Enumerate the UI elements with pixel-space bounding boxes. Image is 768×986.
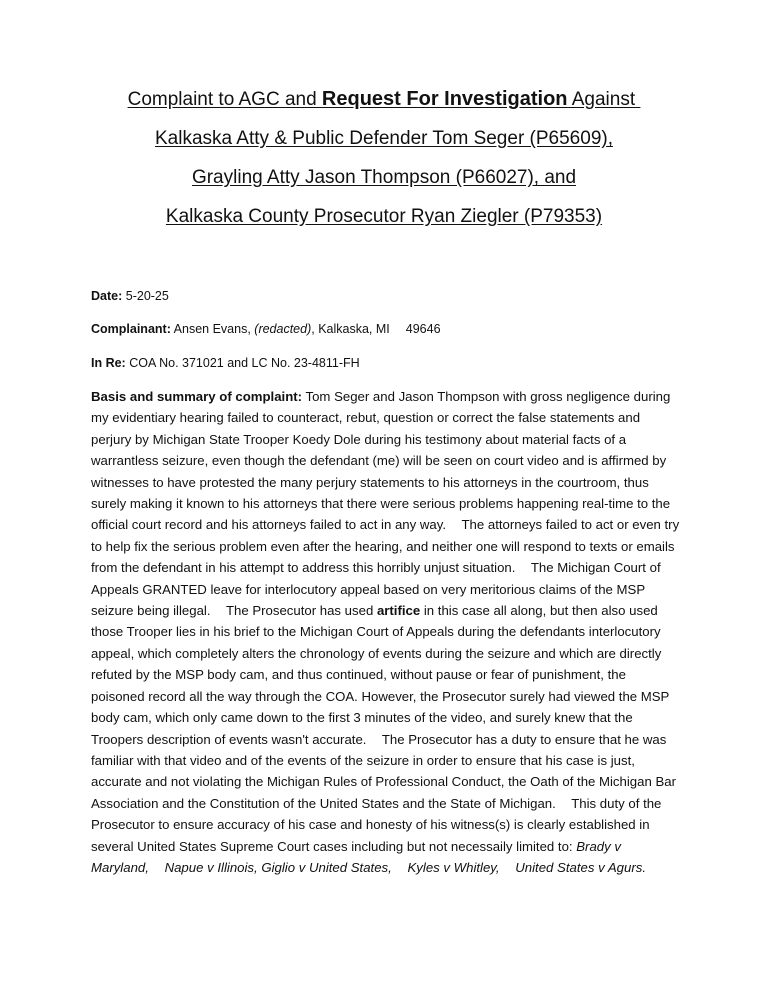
- in-re-value: COA No. 371021 and LC No. 23-4811-FH: [129, 356, 360, 370]
- in-re-field: [91, 354, 691, 372]
- complainant-zip: 49646: [405, 322, 441, 336]
- complainant-city: , Kalkaska, MI: [311, 322, 390, 336]
- body-part-2: The attorneys failed to act or even try to help fix the serious problem even after the hearing, and neither one will respond to texts or emails from the defendant in his attempt to address this horribly unjust situation.: [91, 517, 680, 576]
- in-re-label: In Re:: [91, 356, 126, 370]
- body-part-5: The Prosecutor has a duty to ensure that he was familiar with that video and of the events of the seizure in order to ensure that his case is just, accurate and not violating the Michigan Rules of Professional Conduct, the Oath of the Michigan Bar Association and the Constitution of the United States and the State of Michigan.: [91, 731, 676, 811]
- title-line-1-post: Against: [567, 89, 636, 110]
- title-line-3: [0, 165, 768, 191]
- body-part-4-pre: The Prosecutor has used: [225, 603, 377, 619]
- document-title: [0, 86, 768, 243]
- case-giglio: Giglio v United States,: [261, 859, 392, 875]
- case-napue: Napue v Illinois,: [164, 859, 258, 875]
- complaint-body: [91, 386, 681, 878]
- complainant-redacted: (redacted): [254, 322, 312, 336]
- case-brady: Brady v Maryland,: [91, 838, 621, 875]
- artifice-bold: artifice: [376, 603, 421, 619]
- body-part-6: This duty of the Prosecutor to ensure accuracy of his case and honesty of his witness(s) is clearly established in several United States Supreme Court cases including but not necessaily limited to:: [91, 795, 662, 854]
- case-agurs: United States v Agurs.: [515, 859, 646, 875]
- title-line-1-bold: Request For Investigation: [321, 88, 568, 110]
- title-line-3-text: Grayling Atty Jason Thompson (P66027), and: [191, 167, 577, 188]
- date-field: [91, 287, 691, 305]
- date-value: 5-20-25: [125, 289, 169, 303]
- complainant-name: Ansen Evans,: [173, 322, 251, 336]
- title-line-4: [0, 204, 768, 230]
- title-line-2-text: Kalkaska Atty & Public Defender Tom Seger (P65609),: [154, 128, 613, 149]
- date-label: Date:: [91, 289, 123, 303]
- body-part-1: Tom Seger and Jason Thompson with gross negligence during my evidentiary hearing failed to counteract, rebut, question or correct the false statements and perjury by Michigan State Trooper Koedy Dole during his testimony about material facts of a warrantless seizure, even though the defendant (me) will be seen on court video and is affirmed by witnesses to have protested the many perjury statements to his attorneys in the courtroom, thus surely making it known to his attorneys that there were serious problems happening real-time to the official court record and his attorneys failed to act in any way.: [91, 389, 671, 533]
- complainant-field: [91, 320, 691, 338]
- title-line-1-pre: Complaint to AGC and: [127, 89, 322, 110]
- body-part-4-post: in this case all along, but then also used those Trooper lies in his brief to the Michigan Court of Appeals during the defendants interlocutory appeal, which completely alters the chronology of events during the seizure and which are directly refuted by the MSP body cam, and thus continued, without pause or fear of punishment, the poisoned record all the way through the COA. However, the Prosecutor surely had viewed the MSP body cam, which only came down to the first 3 minutes of the video, and surely knew that the Troopers description of events wasn't accurate.: [91, 603, 670, 747]
- title-line-1: [0, 86, 768, 113]
- case-kyles: Kyles v Whitley,: [407, 859, 500, 875]
- body-part-3: The Michigan Court of Appeals GRANTED leave for interlocutory appeal based on very meritorious claims of the MSP seizure being illegal.: [91, 560, 661, 619]
- basis-label: Basis and summary of complaint:: [91, 389, 303, 404]
- complainant-label: Complainant:: [91, 322, 171, 336]
- title-line-2: [0, 126, 768, 152]
- title-line-4-text: Kalkaska County Prosecutor Ryan Ziegler (P79353): [165, 206, 603, 227]
